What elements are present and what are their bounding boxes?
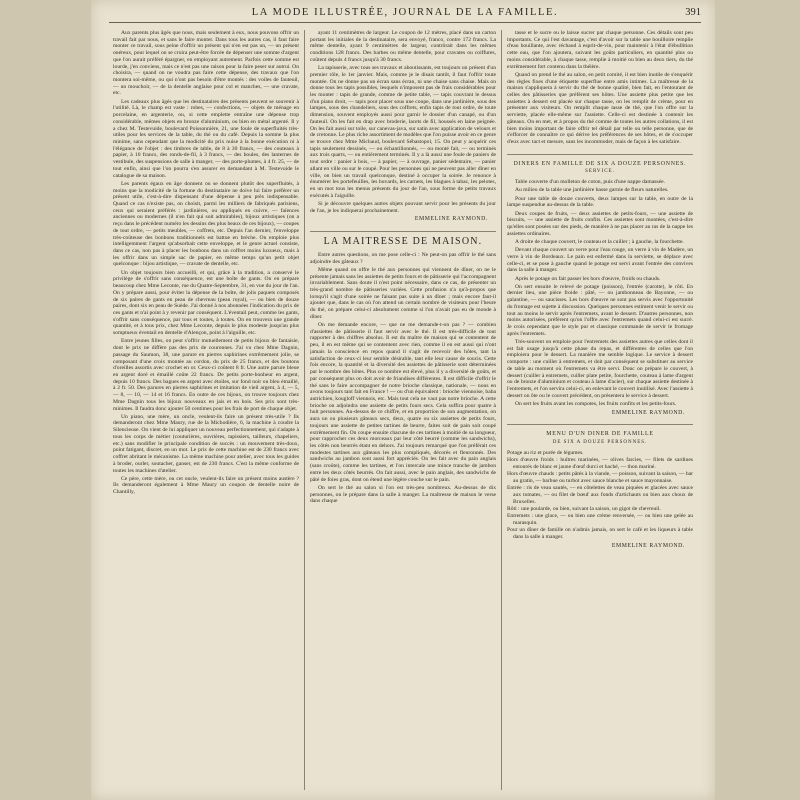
paragraph: ayant 11 centimètres de largeur. Le coupon de 12 mètres, placé dans un carton portant les initiales de la destinataire, sera envoyé, franco, contre 172 francs. La même dentelle, ayant 9 centimètres de largeur, contrôrait dans les mêmes conditions 128 francs. Des barbes ou même dentelle, pour cravates ou coiffures, coûtent depuis 4 francs jusqu'à 30 francs. <box>310 30 496 63</box>
paragraph: La tapisserie, avec tous ses travaux et aboutissants, est toujours un présent d'un premier rôle, le 1er janvier. Mais, comme je le disais tantôt, il faut l'offrir toute montée. On ne donne pas un écran sans écran, ni une chaise sans chaise. Mais on donne tous les tapis possibles, lesquels n'imposent pas de frais considérables pour les monter : tapis de grande, comme de petite table, — tapis couvrant le dessus d'un piano droit, — tapis pour placer sous une coupe, dans une jardinière, sous des lampes, sous des chandeliers, sous des coffrets, enfin tapis de tout ordre, de toute dimension, souvent employés aussi pour garnir le dossier d'un canapé, ou d'un fauteuil. On les fait en drap avec broderie, lacets de fil, houssés en laine peignée. On les fait aussi sur toile, sur canevas-java, sur satin avec application de velours et de cretonne. Le plus riche assortiment de modèles que l'on puisse avoir en ce genre se trouve chez Mme Michaud, boulevard Sébastopol, 15. On peut y acquérir ces tapis seulement dessinés, — ou échantillonnés, — ou monté fait, — ou terminés aux trois quarts, — ou entièrement terminés. Il y a là aussi une foule de paniers de tout ordre : panier à bois, — à papier, — à ouvrage, panier sédentaire, — panier allant en ville ou sur le coupé. Pour les personnes qui ne peuvent pas aller dîner en ville, on bien un travail quelconque, destiné à occuper la soirée. Je renonce à énumérer les portefeuilles, les buvards, les carnets, les blagues à tabac, les pelotes, en un mot tous les menus présents du jour de l'an, sous forme de petits travaux exécutés à l'aiguille. <box>310 65 496 199</box>
menu-line: Entremets : une glace, — ou bien une crème renversée, — ou bien une gelée au marasquin. <box>507 513 693 526</box>
paragraph: Entre autres questions, on me pose celle-ci : Ne peut-on pas offrir le thé sans adjoindre des gâteaux ? <box>310 251 496 265</box>
paragraph: Les cadeaux plus âgés que les destinataires des présents peuvent se souvenir à l'utilité. Là, le champ est vaste : robes, — confections, — objets de ménage en porcelaine, en argenterie, ou, si cette emplette entraîne une dépense trop considérable, mêmes objets en bronze d'aluminium, ou bien en métal argenté. Il y a chez M. Testevuide, boulevard Poissonnière, 21, une foule de superfluités très-utiles pour les services de la table, du thé ou du café. Depuis la somme la plus minime, sans cependant que la modicité du prix nuise à la bonne exécution ni à l'élégance de l'objet : des timbres de table, de 8 à 30 francs, — des couteaux à papier, à 10 francs, des ronds-de-fil, à 3 francs, — des boules, des lanternes de vestibule, des suspensions de salle à manger, — des porte-plumes, à 4 fr. 25, — de tout enfin, ainsi que l'on pourra s'en assurer en demandant à M. Testevuide le catalogue de sa maison. <box>113 98 299 179</box>
section-title: LA MAITRESSE DE MAISON. <box>310 231 496 246</box>
paragraph: Après le potage on fait passer les hors d'œuvre, froids ou chauds. <box>515 275 661 282</box>
column-3 <box>507 30 693 790</box>
column-divider <box>501 30 502 790</box>
paragraph: Un objet toujours bien accueilli, et qui, grâce à la tradition, a conservé le privilège de s'offrir sans conséquence, est une boîte de gants. On en prépare beaucoup chez Mme Leconte, rue du Quatre-Septembre, 31, en vue du jour de l'an. On y prépare aussi, pour éviter la dépense de la boîte, de jolis paquets composés de six paires de gants en peau de chevreau (peau royal), — ou bien de douze paires, dont six en peau de Suède. J'ai donné à nos abonnées l'indication du prix de ces gants et n'ai point à y revenir par conséquent. L'éventail peut, comme les gants, s'offrir sans conséquence, par tous et toutes, à toutes. On en trouvera une grande quantité, et à tous prix, chez Mme Leconte, depuis le plus modeste jusqu'au plus somptueux éventail en dentelle d'Alençon, point à l'aiguille, etc. <box>113 269 299 337</box>
paragraph: On sert ensuite le relevé de potage (poisson), l'entrée (carotte), le rôti. En dernier lieu, une pièce froide : pâté, — ou jambonneau de Bayonne, — ou galantine, — ou saucisses. Les hors d'œuvre ne sont pas servis avec l'opportunité du fromage est sujette à discussion. Quelques personnes estiment venir le servir ou tout au moins le servir après l'entremets, avant le dessert. D'autres personnes, non moins autorisées, préfèrent qu'on l'offre avec l'entremets quand celui-ci est sucré. Je crois cependant que le style pur et classique commande de servir le fromage après l'entremets. <box>507 283 693 337</box>
paragraph: Entre jeunes filles, on peut s'offrir mutuellement de petits bijoux de fantaisie, dont le prix ne diffère pas des prix de couronnes. J'ai vu chez Mme Dagnin, passage du Saumon, 38, une parure en pierres saphirines extrêmement jolie, se composant d'une croix montée au cordon, du prix de 25 francs, et des boutons d'oreilles assortis avec crochet en or. Ceux-ci coûtent 8 fr. Une autre parure bleue en argent doré et émaillé coûte 22 francs. De petits porte-bonheur en argent, depuis 10 francs. Des bagues en argent avec étoiles, sur fond noir ou bleu émaillé, à 2 fr. 50. Des parures en pierres saphirines et imitation de vieil argent, à 4, — 5, — 8, — 10, — 14 et 16 francs. En outre de ces bijoux, on trouve toujours chez Mme Dagnin tous les bijoux nouveaux en jais et en bois. Ses prix sont très-minimes. Il faudra donc ajouter 50 centimes pour les frais de port de chaque objet. <box>113 338 299 412</box>
journal-title: LA MODE ILLUSTRÉE, JOURNAL DE LA FAMILLE. <box>251 7 559 18</box>
paragraph: On me demande encore, — que ne me demande-t-on pas ? — combien d'assiettes de pâtisserie il faut servir avec le thé. Il est très-difficile de tout rapporter à des chiffres absolus. Il est du maître de maison qui se contentent de peu, il en est même qui se contentent avec rien, comme il en est aussi qui n'ont jamais la conscience en repos quand il s'agit de recevoir des hôtes, tant la satisfaction de ceux-ci leur semble désirable, tant elle leur cause de soucis. Cette fois encore, la quantité et la diversité des assiettes de pâtisserie sont déterminées par le nombre des hôtes. Plus ce nombre est élevé, plus il y a diversité de goûts, et par conséquent plus on doit avoir de friandises différentes. Il est difficile d'offrir le thé sans le faire accompagner de notre brioche classique, nationale, — nous en avons toujours tant fait en France ! — ou d'un équivalent : brioche viennoise, baba autrichien, kougloff viennois, etc. Mais tout cela ne vaut pas notre brioche. A cette brioche on adjoindra une assiette de petits fours secs. Cela suffira pour quatre à huit personnes. Au-dessus de ce chiffre, et en proportion de son augmentation, on aura un ou plusieurs gâteaux secs, deux, quatre ou six assiettes de petits fours, toujours une assiette de petites tartines de beurre, faites soit de pain soit coupé extrêmement fin. On coupe ensuite chacune de ces tartines à moitié de sa longueur, pour rapprocher ces deux morceaux par leur côté beurré (comme les sandwichs), les côtés non beurrés étant en dehors. J'ai toujours remarqué que l'on préférait ces modestes tartines aux gâteaux les plus compliqués, décorés et fleuronnés. Des sandwichs au jambon sont aussi fort appréciés. On les fait avec du pain anglais (sans croûte), comme les tartines, et l'on intercale une mince tranche de jambon entre les deux côtés beurrés. On fait aussi, avec le pain anglais, des sandwichs de pâté de foies gras, dont on étend une légère couche sur le pain. <box>310 322 496 483</box>
menu-box-subtitle: SERVICE. <box>585 169 615 175</box>
menu-line: Pour un dîner de famille on n'admis jamais, on sert le café et les liqueurs à table dans la salle à manger. <box>507 527 693 540</box>
page-header <box>109 6 701 23</box>
paragraph: Les parents égaux en âge donnent ou se donnent plutôt des superfluités, à moins que la modicité de la fortune du destinataire ne doive lui faire préférer un présent utile, c'est-à-dire dispensant d'une dépense à peu près indispensable. Quand ce cas n'existe pas, on choisit, parmi les milliers de fabriqués parisiens, ceux qui seraient préférés : jardinières, ou appliqués en cuivre, — faïences anciennes ou modernes (il n'en fait qui soit admirables), bijoux artistiques (on a reçu dans le précédent numéro les dessins des plus beaux de ces bijoux), — coupes de tout ordre, — petits meubles, — coffrets, etc. Depuis l'an dernier, l'enveloppe très-coûteuse des bonbons traditionnels est battue en brèche. On emploie plus intelligemment l'argent qu'absorbait cette enveloppe, et le genre actuel consiste, dans ce cas, non pas à placer les bonbons dans un coffret moins luxueux, mais à les offrir dans un simple sac de papier, en même temps qu'un petit objet quelconque : bijou artistique, — cravate de dentelle, etc. <box>113 180 299 268</box>
paragraph: Très-souvent on emploie pour l'entremets des assiettes autres que celles dont il est fait usage jusqu'à cette phase du repas, et différentes de celles que l'on emploiera pour le dessert. La manière me semble logique. Le service à dessert comporte : une cuiller à entremets, et doit par conséquent se substituer au service de table au moment où l'entremets va être servi. Donc on prépare le couvert, à dessert (cuiller à entremets, cuiller plate petite, fourchette, couteau à lame d'argent ou de bronze d'aluminium et couteau à lame d'acier), sur chaque assiette destinée à l'entremets, et l'on servira celui-ci, en enlevant le couvert inutilisé. Avec l'assiette à dessert on ôte ou le couvert précédent, on présentera le service à dessert. <box>507 338 693 399</box>
paragraph: Devant chaque couvert un verre pour l'eau rouge, un verre à vin de Madère, un verre à vin de Bordeaux. Le pain est enfermé dans la serviette, se déplace avec celle-ci, et se pose à gauche quand le potage est servi avant l'entrée des convives dans la salle à manger. <box>507 247 693 274</box>
paragraph: tasse et le sucre ou le laisse sucrer par chaque personne. Ces détails sont peu importants. Ce qui l'est davantage, c'est d'avoir sur la table une bouilloire remplie d'eau bouillante, avec réchaud à esprit-de-vin, pour maintenir à l'état d'ébullition cette eau, que l'on ajoutera, suivant les goûts particuliers, en quantité plus ou moins considérable, à chaque tasse, remplie à moitié ou bien au deux tiers, du thé extrêmement fort contenu dans la théière. <box>507 30 693 70</box>
menu-box-subtitle: DE SIX A DOUZE PERSONNES. <box>552 440 648 446</box>
column-2 <box>310 30 496 790</box>
paragraph: Quand on prend le thé au salon, en petit comité, il est bien inutile de s'enquérir des règles fixes d'une étiquette superflue entre amis intimes. La maîtresse de la maison s'appliquera à servir du thé de bonne qualité, bien fait, en l'entourant de celles des pâtisseries que préfèrent ses hôtes. Une assiette plus petite que les assiettes à dessert est placée sur chaque tasse, on les remplit de crème, pour en présenter aux visiteurs. On remplit chaque tasse de thé, que l'on offre sur la serviette, placée elle-même sur l'assiette. Celle-ci est destinée à contenir les gâteaux. On en met, et à propos du thé comme de toutes les autres collations, il est bien moins important de faire offrir tel détail par telle ou telle personne, que de s'efforcer de connaître ce qui dérive les préférences de ses hôtes, et de s'occuper d'eux avec tact et mesure, sans les incommoder, mais de façon à les satisfaire. <box>507 71 693 145</box>
menu-line: Hors d'œuvre chauds : petits pâtés à la viande, — poisson, suivant la saison, — bar au gratin, — barbue ou turbot avec sauce blanche et sauce mayonnaise. <box>507 471 693 484</box>
paragraph: On sert les fruits avant les compotes, les fruits confits et les petits-fours. <box>515 400 677 407</box>
paragraph: Ce père, cette mère, ou cet oncle, veulent-ils faire un présent moins austère ? Ils demanderont également à Mme Maury un coupon de dentelle noire de Chantilly, <box>113 475 299 496</box>
menu-line: Entrée : ris de veau sautés, — en côtelettes de veau piquées et glacées avec sauce aux tomates, — ou filet de bœuf aux fonds d'artichauts ou bien aux choux de Bruxelles. <box>507 485 693 505</box>
paragraph: Si je découvre quelques autres objets pouvant servir pour les présents du jour de l'an, je les indiquerai prochainement. <box>310 200 496 214</box>
menu-box-title: MENU D'UN DINER DE FAMILLE <box>507 424 693 438</box>
paragraph: Un piano, une mère, un oncle, veulent-ils faire un présent très-utile ? Ils demanderont chez Mme Maury, rue de la Michodière, 6, la machine à coudre la Silencieuse. On vient de lui appliquer un nouveau perfectionnement, qui s'adapte à tous les corps de métier (couturières, ouvrières, tapissiers, tailleurs, chapeliers, etc.) sans modifier le principale condition de succès : un mouvement très-doux, point fatigant, discret, en un mot. Le prix de cette machine est de 230 francs avec coffret abritant le mécanisme. La même machine pour atelier, avec tous les guides à broder, ourler, soutacher, ganser, est de 230 francs. C'est la même conforme de toutes les machines d'atelier. <box>113 413 299 474</box>
column-1 <box>113 30 299 790</box>
newspaper-page <box>91 0 715 800</box>
paragraph: Au milieu de la table une jardinière basse garnie de fleurs naturelles. <box>515 187 669 194</box>
menu-line: Rôti : une poularde, ou bien, suivant la saison, un gigot de chevreuil. <box>507 505 661 512</box>
paragraph: A droite de chaque couvert, le couteau et la cuiller ; à gauche, la fourchette. <box>515 238 684 245</box>
paragraph: Même quand on offre le thé aux personnes qui viennent de dîner, on ne le présente jamais sans les assiettes de petits fours et de pâtisserie qui l'accompagnent invariablement. Sans doute il n'est point nécessaire, dans ce cas, de présenter un très-grand nombre de pâtisseries variées. Cette profusion n'a qu'à-propos que lorsqu'il s'agit d'une soirée ne faisant pas suite à un dîner ; mais encore faut-il ajouter que, dans le cas où l'on attend un certain nombre de visiteurs pour l'heure du thé, on prépare celui-ci absolument comme si l'on n'avait pas eu de monde à dîner. <box>310 266 496 320</box>
paragraph: Aux parents plus âgés que nous, mais seulement à eux, nous pouvons offrir un travail fait par nous, et sans le faire monter. Dans tous les autres cas, il faut faire monter ce travail, sous peine d'offrir un présent qui n'en est pas un, — un présent onéreux, pour lequel on se croira peut-être forcée de dépenser une somme d'argent que l'on aurait préféré épargner, en employant autrement. Parfois cette somme est lourde, j'en conviens, mais ce n'est pas une raison pour la faire peser sur autrui. On choisira, — quand on ne voudra pas faire cette dépense, des travaux que l'on montera soi-même, ou qui n'ont pas besoin d'être montés : des voiles de fauteuil, — un mouchoir, — de la dentelle anglaise pour col et manches, — une cravate, etc. <box>113 30 299 97</box>
paragraph: Pour une table de douze couverts, deux lampes sur la table, en outre de la lampe suspendue au-dessus de la table. <box>507 195 693 209</box>
page-number: 391 <box>685 7 701 18</box>
paragraph: Deux coupes de fruits, — deux assiettes de petits-fours, — une assiette de biscuits, — une assiette de fruits confits. Ces assiettes sont montées, c'est-à-dire qu'elles sont posées sur des pieds, de manière à ne pas placer au ras de la nappe les assiettes ordinaires. <box>507 210 693 237</box>
menu-line: Potage au riz et purée de légumes. <box>507 449 584 456</box>
paragraph: Table couverte d'un molleton de coton, puis d'une nappe damassée. <box>515 179 665 186</box>
column-divider <box>304 30 305 790</box>
author-signature: EMMELINE RAYMOND. <box>414 216 488 223</box>
paragraph: On sert le thé au salon si l'on est très-peu nombreux. Au-dessus de dix personnes, on le prépare dans la salle à manger. La maîtresse de maison le verse dans chaque <box>310 484 496 505</box>
author-signature: EMMELINE RAYMOND. <box>611 409 685 416</box>
menu-line: Hors d'œuvre froids : huîtres marinées, — olives farcies, — filets de sardines entourés de blanc et jaune d'œuf durci et haché, — thon mariné. <box>507 457 693 470</box>
menu-box-title: DINERS EN FAMILLE DE SIX A DOUZE PERSONNES. <box>507 154 693 168</box>
author-signature: EMMELINE RAYMOND. <box>611 542 685 549</box>
